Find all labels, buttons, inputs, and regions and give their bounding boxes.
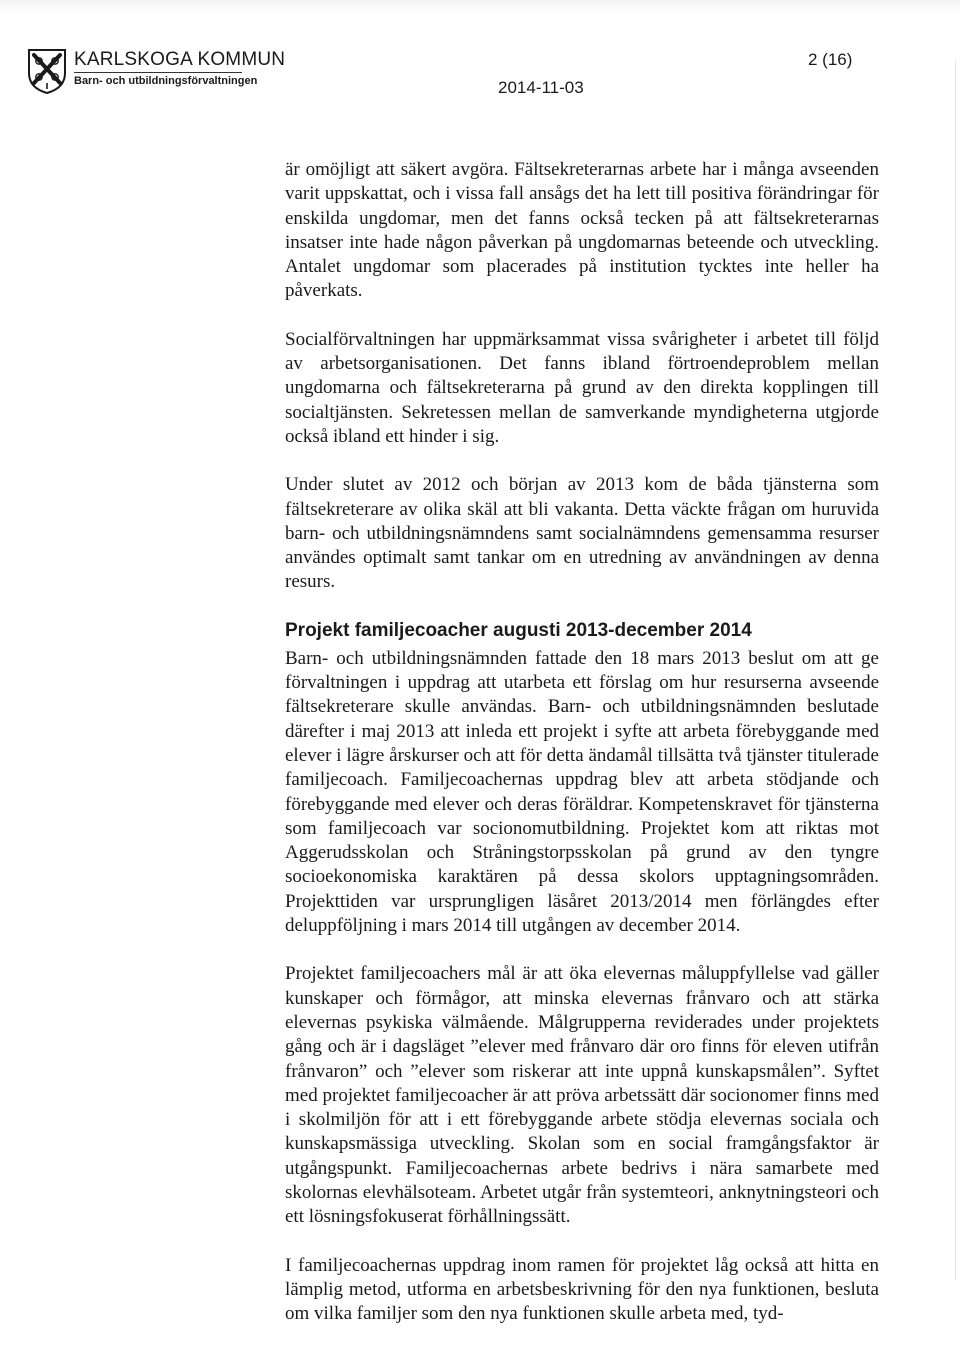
scan-right-edge <box>955 60 956 1280</box>
document-date: 2014-11-03 <box>498 78 584 97</box>
section-heading: Projekt familjecoacher augusti 2013-december 2014 <box>285 619 752 641</box>
organization-name: KARLSKOGA KOMMUN <box>74 49 286 70</box>
section-paragraph: Projektet familjecoachers mål är att öka elevernas måluppfyllelse vad gäller kunskaper och förmågor, att minska elevernas frånvaro och att stärka elevernas psykiska välmående. Målgrupperna reviderades under projektets gång och är i dagsläget ”elever med frånvaro där oro finns för eleven utifrån frånvaron” och ”elever som riskerar att inte uppnå kunskapsmålen”. Syftet med projektet familjecoacher är att pröva arbetssätt där socionomer finns med i skolmiljön för att i ett förebyggande arbete stödja elevernas sociala och kunskapsmässiga utveckling. Skolan som en social framgångsfaktor är utgångspunkt. Familjecoachernas arbete bedrivs i nära samarbete med skolornas elevhälsoteam. Arbetet utgår från systemteori, anknytningsteori och ett lösningsfokuserat förhållningssätt. <box>285 963 879 1228</box>
header-rule <box>74 72 242 73</box>
section-paragraph: Barn- och utbildningsnämnden fattade den 18 mars 2013 beslut om att ge förvaltningen i uppdrag att utarbeta ett förslag om hur resurserna avseende fältsekreterare skulle användas. Barn- och utbildningsnämnden beslutade därefter i maj 2013 att inleda ett projekt i syfte att arbeta förebyggande med elever i lägre årskurser och att för detta ändamål tillsätta två tjänster titulerade familjecoach. Familjecoachernas uppdrag blev att arbeta stödjande och förebyggande med elever och deras föräldrar. Kompetenskravet för tjänsterna som familjecoach var socionomutbildning. Projektet kom att riktas mot Aggerudsskolan och Stråningstorpsskolan på grund av den tyngre socioekonomiska karaktären på dessa skolors upptagningsområden. Projekttiden var ursprungligen läsåret 2013/2014 men förlängdes efter deluppföljning i mars 2014 till utgången av december 2014. <box>285 647 879 937</box>
page-number: 2 (16) <box>808 50 853 69</box>
body-paragraph: är omöjligt att säkert avgöra. Fältsekreterarnas arbete har i många avseenden varit uppskattat, och i vissa fall ansågs det ha lett till positiva förändringar för enskilda ungdomar, men det fanns också tecken på att fältsekreterarnas insatser inte hade någon påverkan på ungdomarnas beteende och utveckling. Antalet ungdomar som placerades på institution tycktes inte heller ha påverkats. <box>285 159 879 302</box>
scan-top-edge <box>0 0 960 14</box>
karlskoga-coat-of-arms-icon <box>26 47 68 95</box>
document-body <box>285 158 879 1350</box>
department-name: Barn- och utbildningsförvaltningen <box>74 75 258 87</box>
body-paragraph: Socialförvaltningen har uppmärksammat vissa svårigheter i arbetet till följd av arbetsorganisationen. Det fanns ibland förtroendeproblem mellan ungdomarna och fältsekreterarna på grund av den direkta kopplingen till socialtjänsten. Sekretessen mellan de samverkande myndigheterna utgjorde också ibland ett hinder i sig. <box>285 328 879 447</box>
section-paragraph: I familjecoachernas uppdrag inom ramen för projektet låg också att hitta en lämplig metod, utforma en arbetsbeskrivning för den nya funktionen, besluta om vilka familjer som den nya funktionen skulle arbeta med, tyd- <box>285 1254 879 1325</box>
body-paragraph: Under slutet av 2012 och början av 2013 kom de båda tjänsterna som fältsekreterare av olika skäl att bli vakanta. Detta väckte frågan om huruvida barn- och utbildningsnämndens samt socialnämndens gemensamma resurser användes optimalt samt tankar om en utredning av användningen av denna resurs. <box>285 474 879 593</box>
